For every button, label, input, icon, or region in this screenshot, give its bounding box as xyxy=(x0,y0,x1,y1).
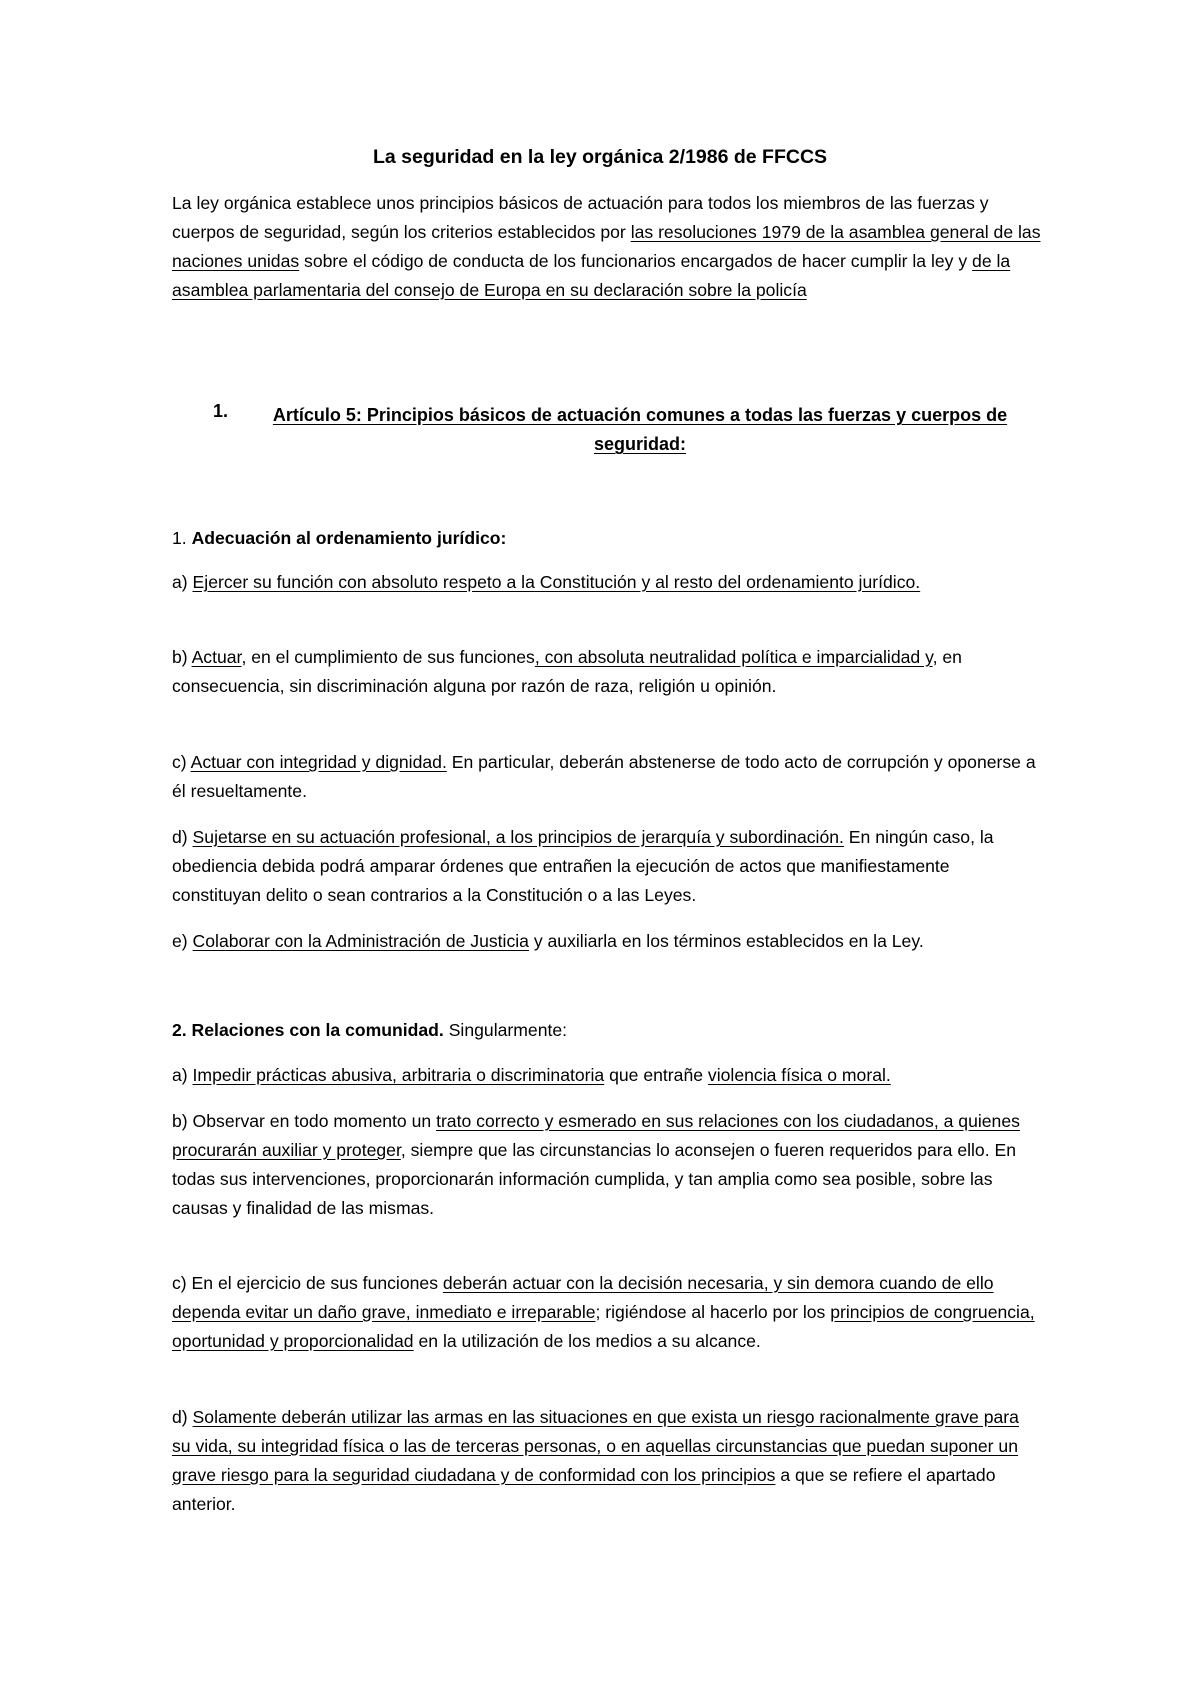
section2-title: 2. Relaciones con la comunidad. xyxy=(172,1020,444,1040)
item-underlined: Solamente deberán utilizar las armas en las situaciones en que exista un riesgo racionalmente grave para su vida, su integridad física o las de terceras personas, o en aquellas circunstancias que puedan suponer un grave riesgo para la seguridad ciudadana y de conformidad con los principios xyxy=(172,1407,1019,1485)
item-text: En ningún caso, la obediencia debida podrá amparar órdenes que entrañen la ejecución de actos que manifiestamente constituyan delito o sean contrarios a la Constitución o a las Leyes. xyxy=(172,827,994,905)
item-text: En particular, deberán abstenerse de todo acto de corrupción y oponerse a él resueltamente. xyxy=(172,752,1036,801)
item-label: a) xyxy=(172,1065,193,1085)
item-label: d) xyxy=(172,1407,193,1427)
item-underlined: Actuar xyxy=(191,647,242,667)
item-text: que entrañe xyxy=(604,1065,708,1085)
item-text: en la utilización de los medios a su alcance. xyxy=(413,1331,761,1351)
item-label: c) xyxy=(172,752,191,772)
item-underlined: Ejercer su función con absoluto respeto a la Constitución y al resto del ordenamiento jurídico. xyxy=(192,572,921,592)
section1-item-a xyxy=(172,568,1042,597)
section1-item-b xyxy=(172,643,1042,701)
section1-item-d xyxy=(172,823,1042,910)
item-label: c) xyxy=(172,1273,192,1293)
item-underlined: Actuar con integridad y dignidad. xyxy=(190,752,447,772)
section1-number: 1. xyxy=(172,528,192,548)
document-title: La seguridad en la ley orgánica 2/1986 de FFCCS xyxy=(372,146,828,168)
intro-text-2: sobre el código de conducta de los funcionarios encargados de hacer cumplir la ley y xyxy=(299,251,973,271)
item-label: d) xyxy=(172,827,193,847)
section2-item-a xyxy=(172,1061,1042,1090)
item-text: , en el cumplimiento de sus funciones xyxy=(241,647,535,667)
item-underlined: violencia física o moral. xyxy=(707,1065,891,1085)
item-underlined: Colaborar con la Administración de Justicia xyxy=(192,931,529,951)
item-label: a) xyxy=(172,572,193,592)
section2-item-d xyxy=(172,1403,1042,1519)
item-text: , en consecuencia, sin discriminación alguna por razón de raza, religión u opinión. xyxy=(172,647,962,696)
intro-underlined-2: de la asamblea parlamentaria del consejo de Europa en su declaración sobre la policía xyxy=(172,251,1011,300)
item-underlined: , con absoluta neutralidad política e imparcialidad y xyxy=(534,647,933,667)
intro-text-1: La ley orgánica establece unos principios básicos de actuación para todos los miembros de las fuerzas y cuerpos de seguridad, según los criterios establecidos por xyxy=(172,193,989,242)
section2-item-c xyxy=(172,1269,1042,1356)
item-text: Observar en todo momento un xyxy=(192,1111,437,1131)
item-label: b) xyxy=(172,647,192,667)
item-label: e) xyxy=(172,931,193,951)
item-underlined: deberán actuar con la decisión necesaria, y sin demora cuando de ello dependa evitar un daño grave, inmediato e irreparable xyxy=(172,1273,994,1322)
item-underlined: Impedir prácticas abusiva, arbitraria o discriminatoria xyxy=(192,1065,605,1085)
section1-item-c xyxy=(172,748,1042,806)
section1-title: Adecuación al ordenamiento jurídico: xyxy=(191,528,507,548)
intro-underlined-1: las resoluciones 1979 de la asamblea general de las naciones unidas xyxy=(172,222,1041,271)
item-text: , siempre que las circunstancias lo aconsejen o fueren requeridos para ello. En todas sus intervenciones, proporcionarán información cumplida, y tan amplia como sea posible, sobre las causas y finalidad de las mismas. xyxy=(172,1140,1016,1218)
item-text: a que se refiere el apartado anterior. xyxy=(172,1465,996,1514)
item-underlined: trato correcto y esmerado en sus relaciones con los ciudadanos, a quienes procurarán auxiliar y proteger xyxy=(172,1111,1020,1160)
item-label: b) xyxy=(172,1111,193,1131)
section2-subtitle: Singularmente: xyxy=(443,1020,568,1040)
section2-item-b xyxy=(172,1107,1042,1223)
article-heading: Artículo 5: Principios básicos de actuación comunes a todas las fuerzas y cuerpos de seguridad: xyxy=(272,405,1008,454)
item-underlined: Sujetarse en su actuación profesional, a los principios de jerarquía y subordinación. xyxy=(192,827,844,847)
item-text: y auxiliarla en los términos establecidos en la Ley. xyxy=(528,931,924,951)
item-text: ; rigiéndose al hacerlo por los xyxy=(595,1302,831,1322)
section2-heading xyxy=(172,1016,1042,1045)
intro-paragraph xyxy=(172,189,1042,305)
article-number: 1. xyxy=(213,401,229,421)
item-text: En el ejercicio de sus funciones xyxy=(191,1273,443,1293)
section1-item-e xyxy=(172,927,1042,956)
item-underlined: principios de congruencia, oportunidad y proporcionalidad xyxy=(172,1302,1035,1351)
section1-heading xyxy=(172,524,1042,553)
